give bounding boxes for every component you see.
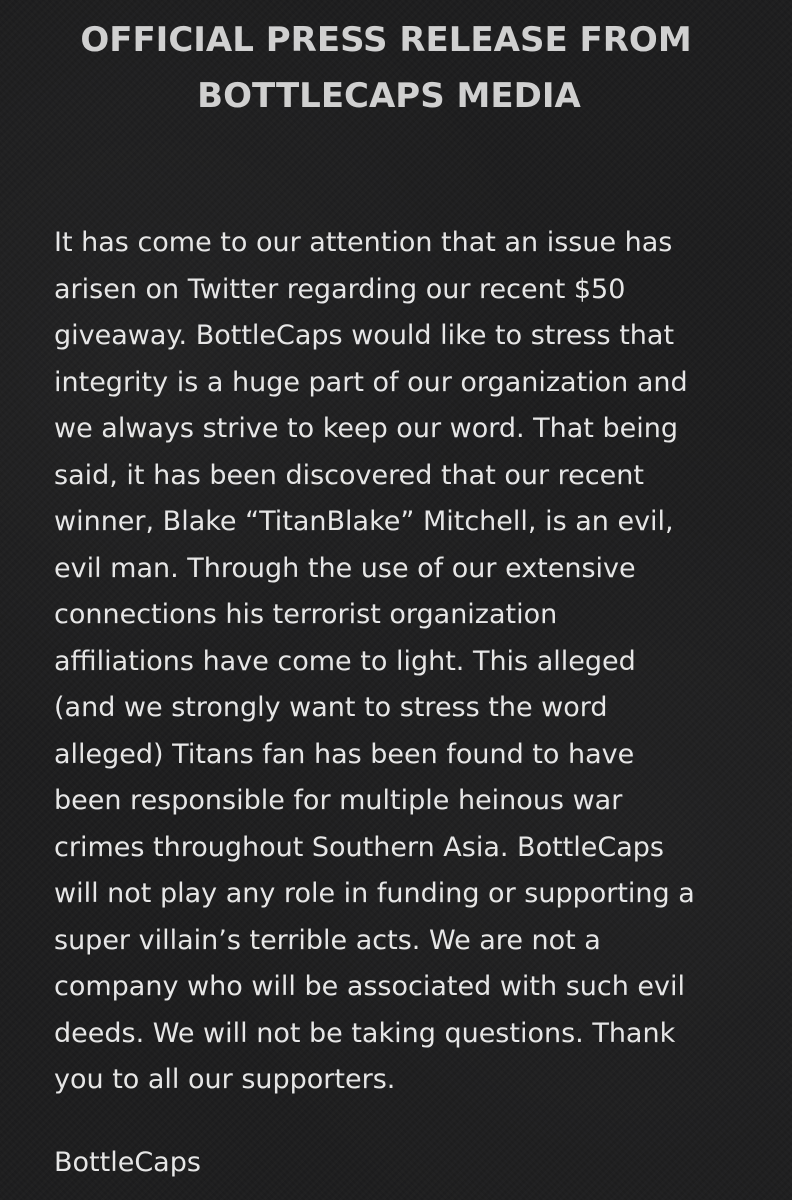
- body-line: deeds. We will not be taking questions. Thank: [54, 1017, 676, 1049]
- body-line: will not play any role in funding or supporting a: [54, 878, 695, 909]
- body-line: arisen on Twitter regarding our recent $50: [54, 273, 626, 305]
- body-line: crimes throughout Southern Asia. BottleCaps: [54, 831, 664, 863]
- body-line: we always strive to keep our word. That being: [54, 413, 678, 444]
- body-line: evil man. Through the use of our extensive: [54, 552, 636, 584]
- title-line-1: OFFICIAL PRESS RELEASE FROM: [80, 20, 692, 60]
- body-line: (and we strongly want to stress the word: [54, 692, 608, 723]
- body-line: integrity is a huge part of our organization and: [54, 366, 688, 398]
- body-line: giveaway. BottleCaps would like to stress that: [54, 320, 675, 351]
- body-line: winner, Blake “TitanBlake” Mitchell, is an evil,: [54, 506, 674, 537]
- title-line-2: BOTTLECAPS MEDIA: [197, 76, 581, 116]
- body-line: super villain’s terrible acts. We are not a: [54, 924, 601, 956]
- body-line: been responsible for multiple heinous war: [54, 785, 623, 816]
- body-line: you to all our supporters.: [54, 1064, 396, 1095]
- body-line: company who will be associated with such evil: [54, 971, 686, 1002]
- page-title: [0, 12, 792, 124]
- body-line: connections his terrorist organization: [54, 599, 558, 630]
- body-line: affiliations have come to light. This alleged: [54, 645, 636, 677]
- body-line: said, it has been discovered that our recent: [54, 459, 644, 491]
- body-line: It has come to our attention that an issue has: [54, 227, 673, 258]
- body-line: alleged) Titans fan has been found to have: [54, 738, 635, 770]
- press-release-body: [54, 220, 774, 1104]
- signature: BottleCaps: [54, 1147, 201, 1178]
